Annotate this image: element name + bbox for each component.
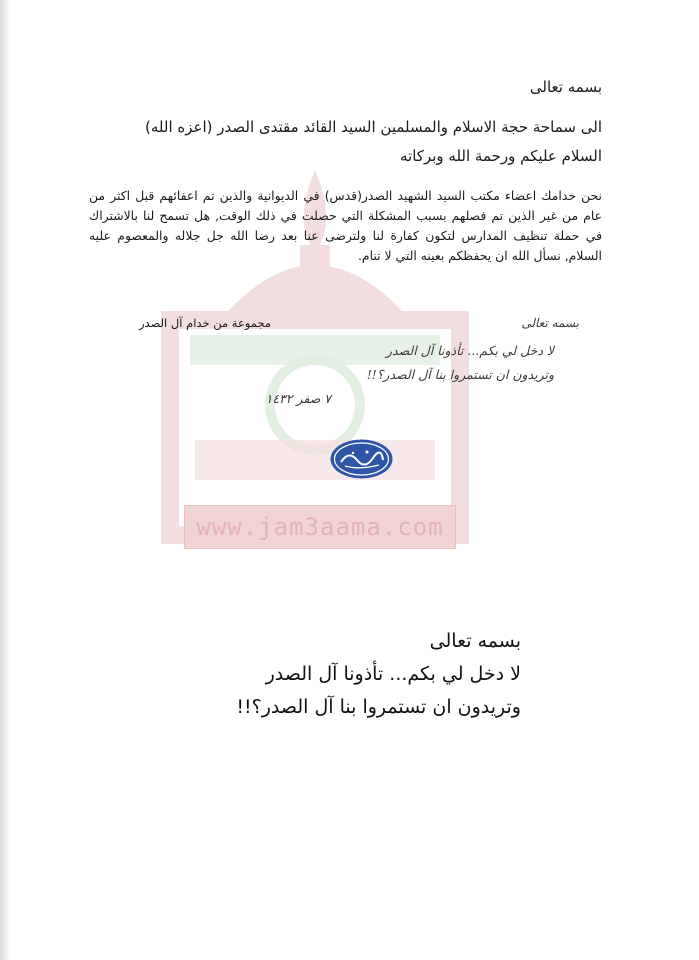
- transcription-line-1: بسمه تعالى: [429, 630, 521, 652]
- handwritten-line-1: لا دخل لي بكم... تأذونا آل الصدر: [385, 343, 554, 358]
- handwritten-line-2: وتريدون ان تستمروا بنا آل الصدر؟!!: [366, 367, 554, 382]
- transcription-line-2: لا دخل لي بكم... تأذونا آل الصدر: [265, 663, 521, 685]
- letter-signature: مجموعة من خدام آل الصدر: [138, 316, 271, 330]
- basmala-heading: بسمه تعالى: [529, 78, 602, 96]
- letter-body: نحن خدامك اعضاء مكتب السيد الشهيد الصدر(قدس) في الديوانية والذين تم اعفائهم قبل اكثر من عام من غير الذين تم فصلهم بسبب المشكلة التي حصلت في ذلك الوقت, هل تسمح لنا بالاشتراك في حملة تنظيف المدارس لتكون كفارة لنا ولترضى عنا بعد رضا الله جل جلاله والمعصوم عليه السلام, نسأل الله ان يحفظكم بعينه التي لا تنام.: [89, 188, 602, 263]
- greeting-line: السلام عليكم ورحمة الله وبركاته: [400, 147, 602, 165]
- scan-edge-shadow: [0, 0, 10, 960]
- transcription-line-3: وتريدون ان تستمروا بنا آل الصدر؟!!: [236, 696, 521, 718]
- handwritten-date: ٧ صفر ١٤٣٢: [265, 391, 331, 406]
- handwritten-basmala: بسمه تعالى: [521, 316, 579, 330]
- watermark-url: www.jam3aama.com: [184, 505, 456, 549]
- addressee-line: الى سماحة حجة الاسلام والمسلمين السيد القائد مقتدى الصدر (اعزه الله): [145, 118, 602, 136]
- seal-stamp-icon: [329, 438, 394, 480]
